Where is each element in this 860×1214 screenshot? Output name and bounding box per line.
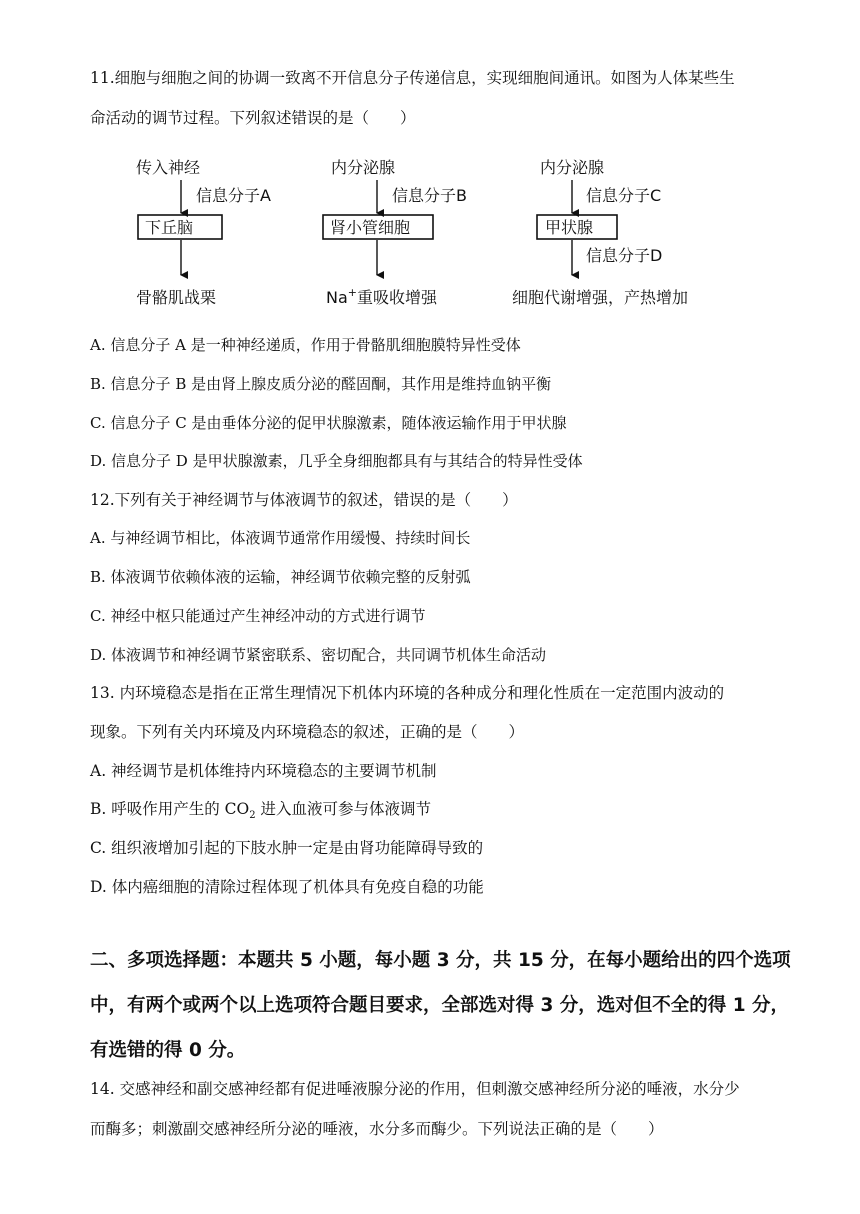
regulation-diagram: [0, 0, 860, 320]
q13-option-c: C. 组织液增加引起的下肢水肿一定是由肾功能障碍导致的: [90, 839, 484, 857]
d2-result-label: Na+重吸收增强: [326, 286, 438, 307]
d3-box-label: 甲状腺: [545, 218, 594, 237]
section2-heading-line3: 有选错的得 0 分。: [90, 1040, 246, 1061]
d2-signal-label: 信息分子B: [392, 186, 467, 205]
q12-stem: 12.下列有关于神经调节与体液调节的叙述，错误的是（ ）: [90, 491, 518, 509]
d2-box-label: 肾小管细胞: [330, 218, 411, 237]
q13-option-b: B. 呼吸作用产生的 $CO_2$ 进入血液可参与体液调节: [90, 800, 432, 822]
q14-stem-line2: 而酶多；刺激副交感神经所分泌的唾液，水分多而酶少。下列说法正确的是（ ）: [90, 1120, 664, 1138]
d1-source-label: 传入神经: [136, 158, 201, 177]
d3-source-label: 内分泌腺: [540, 158, 605, 177]
section2-heading-line1: 二、多项选择题：本题共 5 小题，每小题 3 分，共 15 分，在每小题给出的四个选项: [90, 950, 791, 971]
section2-heading-line2: 中，有两个或两个以上选项符合题目要求，全部选对得 3 分，选对但不全的得 1 分，: [90, 995, 790, 1016]
d1-signal-label: 信息分子A: [196, 186, 271, 205]
d1-box-label: 下丘脑: [145, 218, 194, 237]
q14-stem-line1: 14. 交感神经和副交感神经都有促进唾液腺分泌的作用，但刺激交感神经所分泌的唾液，水分少: [90, 1080, 740, 1098]
d1-result-label: 骨骼肌战栗: [136, 288, 217, 307]
q13-option-d: D. 体内癌细胞的清除过程体现了机体具有免疫自稳的功能: [90, 878, 484, 896]
q12-option-d: D. 体液调节和神经调节紧密联系、密切配合，共同调节机体生命活动: [90, 646, 547, 664]
q13-stem-line2: 现象。下列有关内环境及内环境稳态的叙述，正确的是（ ）: [90, 723, 525, 741]
q12-option-a: A. 与神经调节相比，体液调节通常作用缓慢、持续时间长: [90, 529, 471, 547]
q11-stem-line2: 命活动的调节过程。下列叙述错误的是（ ）: [90, 109, 416, 127]
d2-source-label: 内分泌腺: [331, 158, 396, 177]
d3-signal-c-label: 信息分子C: [586, 186, 662, 205]
q12-option-c: C. 神经中枢只能通过产生神经冲动的方式进行调节: [90, 607, 426, 625]
d3-signal-d-label: 信息分子D: [586, 246, 663, 265]
q11-option-d: D. 信息分子 D 是甲状腺激素，几乎全身细胞都具有与其结合的特异性受体: [90, 452, 583, 470]
q12-option-b: B. 体液调节依赖体液的运输，神经调节依赖完整的反射弧: [90, 568, 471, 586]
q11-option-b: B. 信息分子 B 是由肾上腺皮质分泌的醛固酮，其作用是维持血钠平衡: [90, 375, 552, 393]
q13-option-a: A. 神经调节是机体维持内环境稳态的主要调节机制: [90, 762, 437, 780]
q13-stem-line1: 13. 内环境稳态是指在正常生理情况下机体内环境的各种成分和理化性质在一定范围内波动的: [90, 684, 725, 702]
q11-option-a: A. 信息分子 A 是一种神经递质，作用于骨骼肌细胞膜特异性受体: [90, 336, 521, 354]
q11-stem-line1: 11.细胞与细胞之间的协调一致离不开信息分子传递信息，实现细胞间通讯。如图为人体某些生: [90, 69, 735, 87]
d3-result-label: 细胞代谢增强，产热增加: [512, 288, 689, 307]
q11-option-c: C. 信息分子 C 是由垂体分泌的促甲状腺激素，随体液运输作用于甲状腺: [90, 414, 567, 432]
